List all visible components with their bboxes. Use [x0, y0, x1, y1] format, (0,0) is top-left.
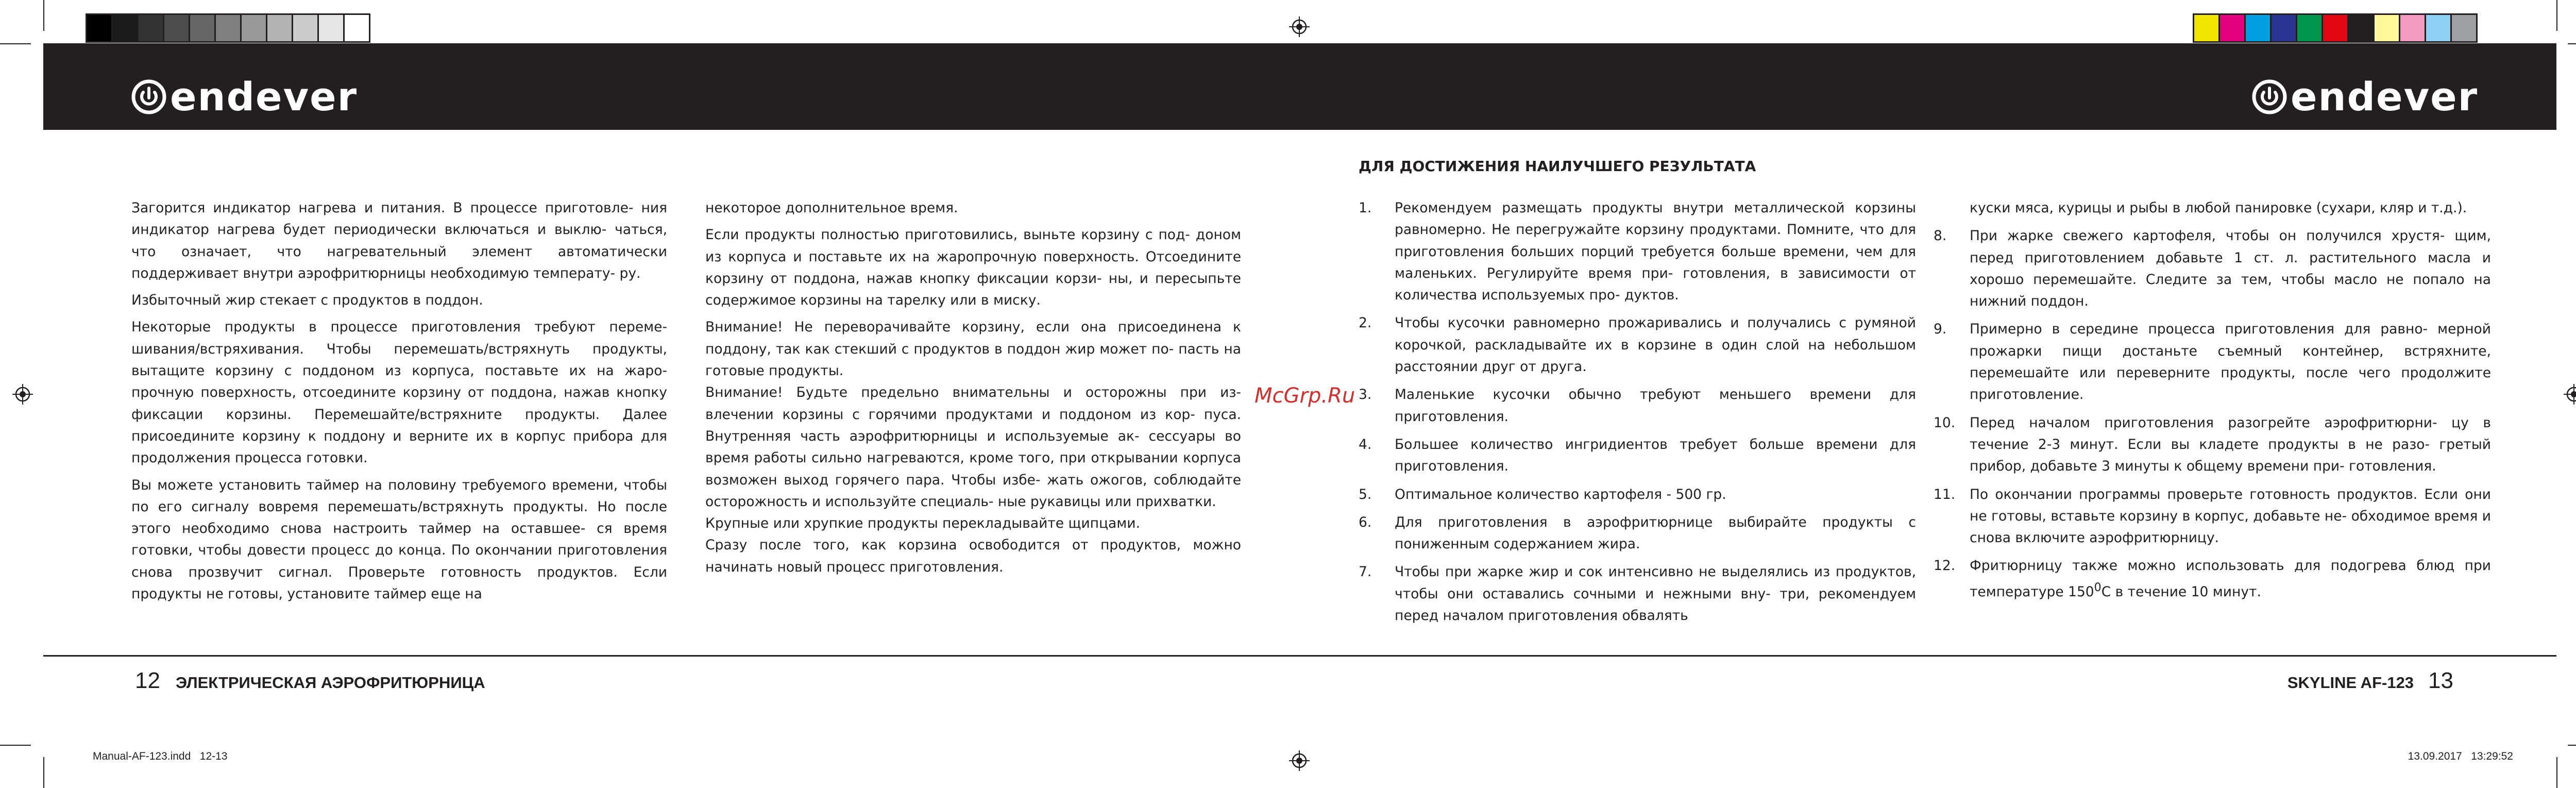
slug-timestamp: 13.09.2017 13:29:52 [2408, 750, 2513, 762]
list-number: 12. [1934, 558, 1956, 574]
list-text: Примерно в середине процесса приготовления для равно- мерной прожарки пищи достаньте съемный контейнер, встряхните, перемешайте или переверните продукты, после чего продолжите приготовление. [1970, 321, 2491, 403]
list-number: 2. [1359, 315, 1372, 331]
color-swatch [2218, 13, 2246, 43]
list-number: 5. [1359, 486, 1372, 502]
color-swatch [2373, 13, 2400, 43]
list-number: 3. [1359, 387, 1372, 403]
right-page-column-1 [1359, 197, 1916, 633]
list-number: 7. [1359, 564, 1372, 580]
paragraph: Вы можете установить таймер на половину требуемого времени, чтобы по его сигналу вовремя перемешать/встряхнуть продукты. Но после этого необходимо снова настроить таймер на оставшее- ся время готовки, чтобы довести процесс до конца. По окончании приготовления снова прозвучит сигнал. Проверьте готовность продуктов. Если продукты не готовы, установите таймер еще на [131, 477, 667, 602]
color-swatch [2399, 13, 2426, 43]
cmyk-color-bar [2193, 13, 2476, 43]
power-icon [131, 79, 167, 115]
color-swatch [266, 13, 293, 43]
logo-right [2251, 74, 2479, 120]
paragraph: Избыточный жир стекает с продуктов в поддон. [131, 292, 483, 309]
color-swatch [86, 13, 113, 43]
paragraph: некоторое дополнительное время. [705, 200, 958, 216]
color-swatch [189, 13, 216, 43]
footer-right [2287, 668, 2453, 694]
color-swatch [2425, 13, 2452, 43]
slug-file-info: Manual-AF-123.indd 12-13 [93, 750, 228, 762]
color-swatch [2296, 13, 2323, 43]
list-text: По окончании программы проверьте готовность продуктов. Если они не готовы, вставьте корзину в корпус, добавьте не- обходимое время и снова включите аэрофритюрницу. [1970, 486, 2491, 546]
color-swatch [343, 13, 370, 43]
footer-left [135, 668, 485, 694]
color-swatch [240, 13, 267, 43]
list-item [1934, 484, 2491, 549]
color-swatch [317, 13, 345, 43]
list-item [1359, 312, 1916, 378]
list-text: Маленькие кусочки обычно требуют меньшего времени для приготовления. [1395, 387, 1916, 425]
watermark: McGrp.Ru [1255, 384, 1355, 408]
page-number-left: 12 [135, 668, 160, 693]
header-band [43, 43, 2556, 130]
list-continuation: куски мяса, курицы и рыбы в любой панировке (сухари, кляр и т.д.). [1970, 200, 2467, 216]
logo-left [131, 74, 358, 120]
list-item [1359, 434, 1916, 478]
footer-rule [43, 655, 2556, 657]
paragraph: Крупные или хрупкие продукты перекладывайте щипцами. [705, 515, 1140, 532]
degree-superscript: 0 [2094, 581, 2102, 594]
list-item [1934, 555, 2491, 602]
page-number-right: 13 [2428, 668, 2453, 693]
list-number: 11. [1934, 486, 1956, 502]
section-heading: ДЛЯ ДОСТИЖЕНИЯ НАИЛУЧШЕГО РЕЗУЛЬТАТА [1359, 158, 1756, 175]
power-icon [2251, 79, 2287, 115]
left-page-column-1 [131, 197, 667, 610]
grayscale-color-bar [86, 13, 369, 43]
color-swatch [2450, 13, 2478, 43]
logo-wordmark: endever [170, 74, 358, 120]
paragraph: Внимание! Будьте предельно внимательны и осторожны при из- влечении корзины с горячими продуктами и поддоном из кор- пуса. Внутренняя часть аэрофритюрницы и используемые ак- сессуары во время работы сильно нагреваются, кроме того, при открывании корпуса возможен выход горячего пара. Чтобы избе- жать ожогов, соблюдайте осторожность и используйте специаль- ные рукавицы или прихватки. [705, 384, 1241, 510]
registration-mark-icon [2564, 384, 2576, 405]
list-item [1359, 384, 1916, 428]
list-number: 9. [1934, 321, 1947, 338]
logo-wordmark: endever [2291, 74, 2479, 120]
color-swatch [163, 13, 190, 43]
list-text: Перед началом приготовления разогрейте аэрофритюрни- цу в течение 2-3 минут. Если вы кладете продукты в не разо- гретый прибор, добавьте 3 минуты к общему времени при- готовления. [1970, 414, 2491, 475]
left-page-column-2 [705, 197, 1241, 578]
paragraph: Загорится индикатор нагрева и питания. В процессе приготовле- ния индикатор нагрева будет периодически включаться и выклю- чаться, что означает, что нагревательный элемент автоматически поддерживает внутри аэрофритюрницы необходимую температу- ру. [131, 200, 667, 281]
list-number: 6. [1359, 514, 1372, 530]
color-swatch [2347, 13, 2375, 43]
color-swatch [214, 13, 242, 43]
color-swatch [292, 13, 319, 43]
list-number: 8. [1934, 228, 1947, 244]
list-item [1359, 512, 1916, 556]
footer-title-right: SKYLINE AF-123 [2287, 674, 2414, 692]
color-swatch [2321, 13, 2349, 43]
registration-mark-icon [1289, 16, 1310, 37]
list-text-tail: С в течение 10 минут. [2101, 583, 2261, 600]
list-text: Чтобы при жарке жир и сок интенсивно не выделялись из продуктов, чтобы они оставались сочными и нежными вну- три, рекомендуем перед началом приготовления обвалять [1395, 564, 1916, 624]
color-swatch [137, 13, 164, 43]
paragraph: Некоторые продукты в процессе приготовления требуют переме- шивания/встряхивания. Чтобы перемешать/встряхнуть продукты, вытащите корзину с поддоном из корпуса, поставьте их на жаро- прочную поверхность, отсоедините корзину от поддона, нажав кнопку фиксации корзины. Перемешайте/встряхните продукты. Далее присоедините корзину к поддону и верните их в корпус прибора для продолжения процесса готовки. [131, 319, 667, 466]
paragraph: Внимание! Не переворачивайте корзину, если она присоединена к поддону, так как стекший с продуктов в поддон жир может по- пасть на готовые продукты. [705, 319, 1241, 379]
list-number: 10. [1934, 414, 1956, 431]
list-item [1359, 561, 1916, 627]
paragraph: Сразу после того, как корзина освободится от продуктов, можно начинать новый процесс приготовления. [705, 537, 1241, 575]
list-text: Оптимальное количество картофеля - 500 гр. [1395, 486, 1726, 502]
list-text: Фритюрницу также можно использовать для подогрева блюд при температуре 150 [1970, 558, 2491, 600]
color-swatch [111, 13, 139, 43]
list-number: 4. [1359, 436, 1372, 452]
color-swatch [2193, 13, 2220, 43]
list-item [1359, 484, 1916, 506]
list-item [1359, 197, 1916, 306]
list-text: При жарке свежего картофеля, чтобы он получился хрустя- щим, перед приготовлением добавьте 1 ст. л. растительного масла и хорошо перемешайте. Следите за тем, чтобы масло не попало на нижний поддон. [1970, 228, 2491, 310]
paragraph: Если продукты полностью приготовились, выньте корзину с под- доном из корпуса и поставьте их на жаропрочную поверхность. Отсоедините корзину от поддона, нажав кнопку фиксации корзи- ны, и пересыпьте содержимое корзины на тарелку или в миску. [705, 227, 1241, 309]
list-text: Чтобы кусочки равномерно прожаривались и получались с румяной корочкой, раскладывайте их в корзине в один слой на небольшом расстоянии друг от друга. [1395, 315, 1916, 375]
list-text: Для приготовления в аэрофритюрнице выбирайте продукты с пониженным содержанием жира. [1395, 514, 1916, 552]
list-text: Большее количество ингридиентов требует больше времени для приготовления. [1395, 436, 1916, 475]
list-item [1934, 225, 2491, 312]
footer-title-left: ЭЛЕКТРИЧЕСКАЯ АЭРОФРИТЮРНИЦА [175, 674, 485, 692]
color-swatch [2244, 13, 2272, 43]
right-page-column-2 [1934, 197, 2491, 609]
registration-mark-icon [1289, 750, 1310, 771]
list-text: Рекомендуем размещать продукты внутри металлической корзины равномерно. Не перегружайте корзину продуктами. Помните, что для приготовления больших порций требуется больше времени, чем для маленьких. Регулируйте время при- готовления, в зависимости от количества используемых про- дуктов. [1395, 200, 1916, 304]
list-item [1934, 318, 2491, 406]
color-swatch [2270, 13, 2297, 43]
list-item [1934, 412, 2491, 478]
list-number: 1. [1359, 200, 1372, 216]
registration-mark-icon [12, 384, 33, 405]
